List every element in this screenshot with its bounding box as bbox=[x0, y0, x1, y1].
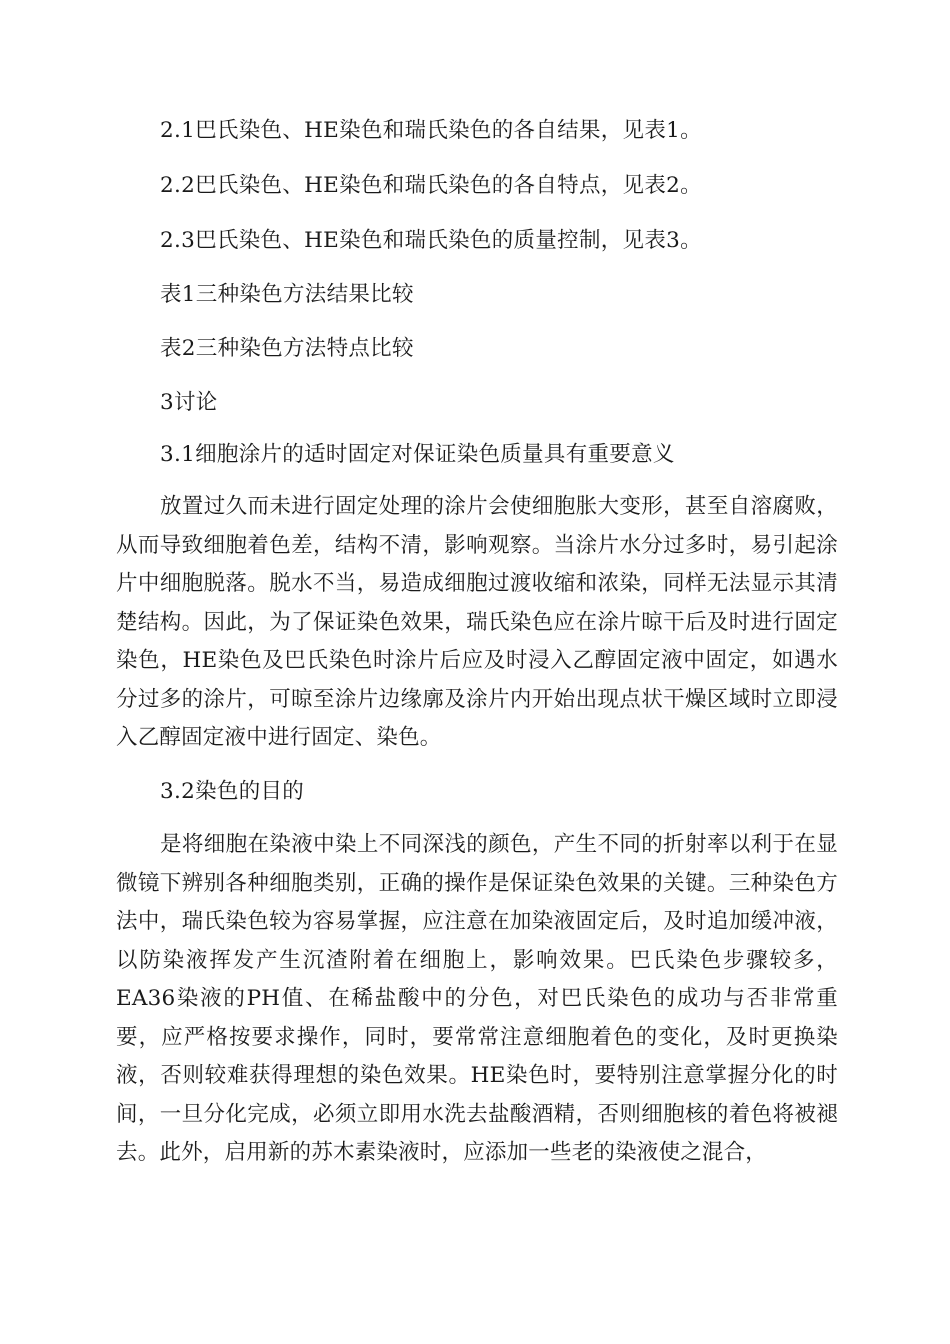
section-2-1-text: 2.1巴氏染色、HE染色和瑞氏染色的各自结果，见表1。 bbox=[160, 118, 702, 143]
section-2-2-text: 2.2巴氏染色、HE染色和瑞氏染色的各自特点，见表2。 bbox=[160, 173, 702, 198]
table-1-caption: 表1三种染色方法结果比较 bbox=[160, 282, 414, 307]
section-3-1-heading: 3.1细胞涂片的适时固定对保证染色质量具有重要意义 bbox=[160, 442, 675, 467]
section-3-2-heading: 3.2染色的目的 bbox=[160, 779, 305, 804]
section-3-heading: 3讨论 bbox=[160, 390, 218, 415]
paragraph-fixation: 放置过久而未进行固定处理的涂片会使细胞胀大变形，甚至自溶腐败，从而导致细胞着色差，结构不清，影响观察。当涂片水分过多时，易引起涂片中细胞脱落。脱水不当，易造成细胞过渡收缩和浓染，同样无法显示其清楚结构。因此，为了保证染色效果，瑞氏染色应在涂片晾干后及时进行固定染色，HE染色及巴氏染色时涂片后应及时浸入乙醇固定液中固定，如遇水分过多的涂片，可晾至涂片边缘廓及涂片内开始出现点状干燥区域时立即浸入乙醇固定液中进行固定、染色。 bbox=[116, 494, 838, 750]
section-2-3-text: 2.3巴氏染色、HE染色和瑞氏染色的质量控制，见表3。 bbox=[160, 228, 702, 253]
table-2-caption: 表2三种染色方法特点比较 bbox=[160, 336, 414, 361]
paragraph-staining-purpose: 是将细胞在染液中染上不同深浅的颜色，产生不同的折射率以利于在显微镜下辨别各种细胞类别，正确的操作是保证染色效果的关键。三种染色方法中，瑞氏染色较为容易掌握，应注意在加染液固定后，及时追加缓冲液，以防染液挥发产生沉渣附着在细胞上，影响效果。巴氏染色步骤较多，EA36染液的PH值、在稀盐酸中的分色，对巴氏染色的成功与否非常重要，应严格按要求操作，同时，要常常注意细胞着色的变化，及时更换染液，否则较难获得理想的染色效果。HE染色时，要特别注意掌握分化的时间，一旦分化完成，必须立即用水洗去盐酸酒精，否则细胞核的着色将被褪去。此外，启用新的苏木素染液时，应添加一些老的染液使之混合， bbox=[116, 832, 838, 1165]
